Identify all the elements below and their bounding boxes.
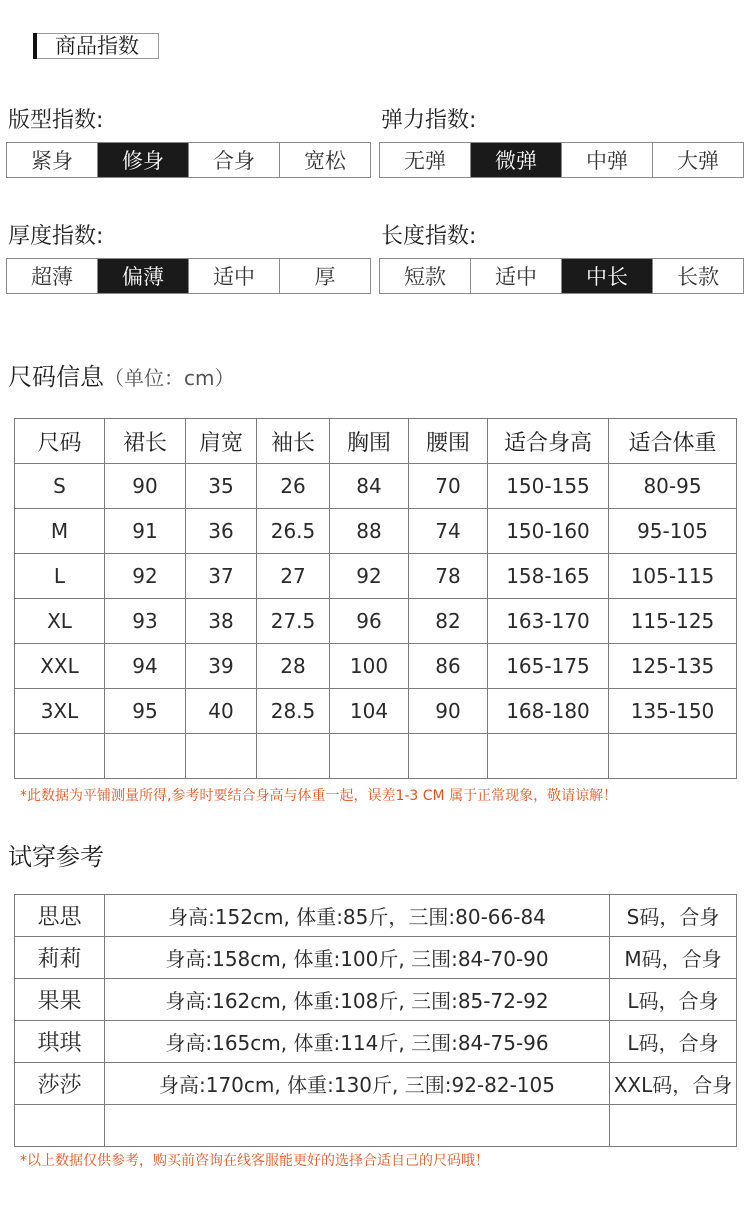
thickness-index-scale [6, 258, 371, 294]
size-note: *此数据为平铺测量所得,参考时要结合身高与体重一起，误差1-3 CM 属于正常现象，敬请谅解！ [20, 788, 618, 804]
column-header: 尺码 [15, 419, 105, 464]
table-cell: 37 [186, 554, 257, 599]
tryon-name-cell: 果果 [15, 979, 105, 1021]
fit-option: 宽松 [279, 143, 370, 177]
stretch-index-scale [379, 142, 744, 178]
table-cell: 150-155 [488, 464, 609, 509]
table-cell: 105-115 [609, 554, 737, 599]
table-cell: 163-170 [488, 599, 609, 644]
table-cell [330, 734, 409, 779]
table-cell: 104 [330, 689, 409, 734]
tryon-table-row [15, 979, 737, 1021]
table-cell: 78 [409, 554, 488, 599]
table-cell: 86 [409, 644, 488, 689]
length-option: 适中 [470, 259, 561, 293]
length-index-scale [379, 258, 744, 294]
thickness-index-title: 厚度指数: [8, 224, 104, 249]
table-cell: 82 [409, 599, 488, 644]
column-header: 适合身高 [488, 419, 609, 464]
table-cell: 135-150 [609, 689, 737, 734]
length-option: 长款 [652, 259, 743, 293]
size-table [14, 418, 737, 779]
size-table-row [15, 509, 737, 554]
table-cell: S [15, 464, 105, 509]
fit-index-scale [6, 142, 371, 178]
table-cell: 84 [330, 464, 409, 509]
tryon-measurements-cell: 身高:170cm, 体重:130斤, 三围:92-82-105 [105, 1063, 610, 1105]
table-cell: 26 [257, 464, 330, 509]
thickness-option: 厚 [279, 259, 370, 293]
section-header-bar [33, 33, 37, 59]
column-header: 腰围 [409, 419, 488, 464]
table-cell: 27.5 [257, 599, 330, 644]
tryon-measurements-cell: 身高:162cm, 体重:108斤, 三围:85-72-92 [105, 979, 610, 1021]
tryon-table-row [15, 895, 737, 937]
column-header: 适合体重 [609, 419, 737, 464]
tryon-name-cell: 莉莉 [15, 937, 105, 979]
table-cell: 36 [186, 509, 257, 554]
table-cell: 92 [105, 554, 186, 599]
fit-index-title: 版型指数: [8, 108, 104, 133]
table-cell: 35 [186, 464, 257, 509]
table-cell: XXL [15, 644, 105, 689]
tryon-table-row [15, 1063, 737, 1105]
stretch-option: 无弹 [404, 149, 446, 173]
table-cell: 28 [257, 644, 330, 689]
tryon-measurements-cell: 身高:165cm, 体重:114斤, 三围:84-75-96 [105, 1021, 610, 1063]
length-option-selected: 中长 [561, 259, 652, 293]
size-table-row [15, 554, 737, 599]
table-cell: 90 [409, 689, 488, 734]
table-cell: 95-105 [609, 509, 737, 554]
column-header: 肩宽 [186, 419, 257, 464]
tryon-measurements-cell: 身高:158cm, 体重:100斤, 三围:84-70-90 [105, 937, 610, 979]
table-cell: 95 [105, 689, 186, 734]
tryon-table [14, 894, 737, 1147]
size-table-row [15, 464, 737, 509]
table-cell: 94 [105, 644, 186, 689]
size-info-unit: （单位：cm） [104, 366, 235, 390]
table-cell: 26.5 [257, 509, 330, 554]
size-table-header-row [15, 419, 737, 464]
size-info-title-text: 尺码信息 [8, 363, 104, 391]
fit-option: 紧身 [31, 149, 73, 173]
size-info-title [8, 362, 234, 393]
table-cell: 150-160 [488, 509, 609, 554]
stretch-option: 中弹 [561, 143, 652, 177]
fit-option-selected: 修身 [97, 143, 188, 177]
table-cell: XL [15, 599, 105, 644]
thickness-option: 超薄 [31, 265, 73, 289]
table-cell: 158-165 [488, 554, 609, 599]
table-cell [105, 734, 186, 779]
table-cell [409, 734, 488, 779]
tryon-size-cell: XXL码，合身 [610, 1063, 737, 1105]
tryon-table-row [15, 1105, 737, 1147]
tryon-size-cell: M码，合身 [610, 937, 737, 979]
table-cell [609, 734, 737, 779]
table-cell [257, 734, 330, 779]
table-cell: 74 [409, 509, 488, 554]
tryon-table-row [15, 937, 737, 979]
thickness-option: 适中 [188, 259, 279, 293]
table-cell: 27 [257, 554, 330, 599]
tryon-table-row [15, 1021, 737, 1063]
table-cell: 88 [330, 509, 409, 554]
table-cell [488, 734, 609, 779]
size-table-row [15, 689, 737, 734]
table-cell: 168-180 [488, 689, 609, 734]
column-header: 袖长 [257, 419, 330, 464]
thickness-option-selected: 偏薄 [97, 259, 188, 293]
tryon-note: *以上数据仅供参考，购买前咨询在线客服能更好的选择合适自己的尺码哦！ [20, 1153, 489, 1169]
size-table-row [15, 734, 737, 779]
tryon-size-cell [610, 1105, 737, 1147]
table-cell: 100 [330, 644, 409, 689]
section-header-text: 商品指数 [55, 34, 139, 58]
column-header: 胸围 [330, 419, 409, 464]
table-cell: 28.5 [257, 689, 330, 734]
table-cell: 92 [330, 554, 409, 599]
table-cell: 70 [409, 464, 488, 509]
size-table-body [15, 419, 737, 779]
length-option: 短款 [404, 265, 446, 289]
table-cell: 38 [186, 599, 257, 644]
fit-option: 合身 [188, 143, 279, 177]
table-cell [186, 734, 257, 779]
tryon-measurements-cell: 身高:152cm, 体重:85斤，三围:80-66-84 [105, 895, 610, 937]
table-cell: M [15, 509, 105, 554]
length-index-title: 长度指数: [381, 224, 477, 249]
tryon-name-cell [15, 1105, 105, 1147]
table-cell: 125-135 [609, 644, 737, 689]
tryon-name-cell: 思思 [15, 895, 105, 937]
stretch-option-selected: 微弹 [470, 143, 561, 177]
tryon-size-cell: S码，合身 [610, 895, 737, 937]
size-table-row [15, 599, 737, 644]
table-cell: 39 [186, 644, 257, 689]
tryon-size-cell: L码，合身 [610, 1021, 737, 1063]
size-table-row [15, 644, 737, 689]
table-cell: 115-125 [609, 599, 737, 644]
table-cell: 90 [105, 464, 186, 509]
tryon-name-cell: 莎莎 [15, 1063, 105, 1105]
tryon-measurements-cell [105, 1105, 610, 1147]
table-cell: 3XL [15, 689, 105, 734]
table-cell: 40 [186, 689, 257, 734]
tryon-size-cell: L码，合身 [610, 979, 737, 1021]
table-cell: 91 [105, 509, 186, 554]
tryon-title: 试穿参考 [8, 843, 104, 871]
stretch-option: 大弹 [652, 143, 743, 177]
table-cell: 96 [330, 599, 409, 644]
table-cell: 165-175 [488, 644, 609, 689]
section-header-label [34, 33, 159, 59]
tryon-name-cell: 琪琪 [15, 1021, 105, 1063]
table-cell [15, 734, 105, 779]
tryon-table-body [15, 895, 737, 1147]
table-cell: 80-95 [609, 464, 737, 509]
column-header: 裙长 [105, 419, 186, 464]
table-cell: 93 [105, 599, 186, 644]
table-cell: L [15, 554, 105, 599]
stretch-index-title: 弹力指数: [381, 108, 477, 133]
